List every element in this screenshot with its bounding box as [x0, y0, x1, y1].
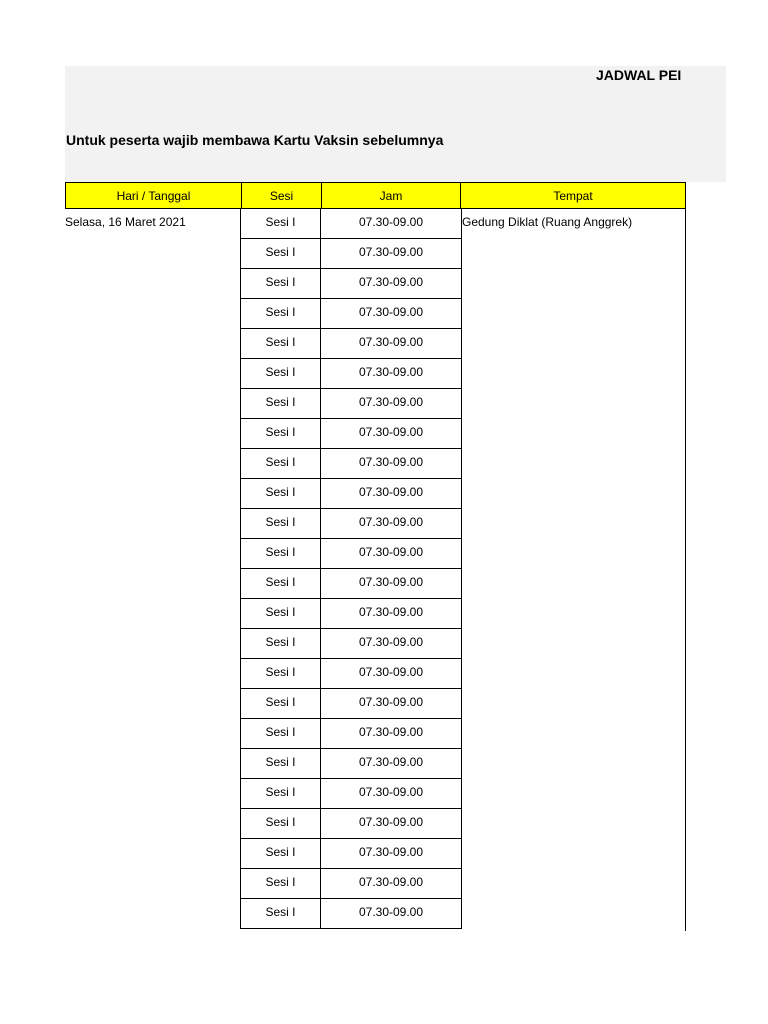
- table-row: [241, 418, 461, 448]
- schedule-rows: [240, 209, 462, 929]
- table-row: [241, 538, 461, 568]
- jam-cell: 07.30-09.00: [358, 485, 424, 499]
- table-row: [241, 328, 461, 358]
- sesi-cell: Sesi I: [241, 659, 321, 688]
- column-header-jam: Jam: [321, 182, 460, 209]
- table-row: [241, 388, 461, 418]
- sesi-cell: Sesi I: [241, 839, 321, 868]
- table-row: [241, 658, 461, 688]
- sesi-cell: Sesi I: [241, 719, 321, 748]
- jam-cell: 07.30-09.00: [358, 635, 424, 649]
- sesi-cell: Sesi I: [241, 539, 321, 568]
- sesi-cell: Sesi I: [241, 779, 321, 808]
- document-title: JADWAL PEI: [596, 67, 682, 83]
- table-row: [241, 568, 461, 598]
- jam-cell: 07.30-09.00: [358, 545, 424, 559]
- jam-cell: 07.30-09.00: [358, 365, 424, 379]
- jam-cell: 07.30-09.00: [358, 425, 424, 439]
- jam-cell: 07.30-09.00: [358, 785, 424, 799]
- jam-cell: 07.30-09.00: [358, 305, 424, 319]
- date-cell: Selasa, 16 Maret 2021: [65, 215, 186, 229]
- sesi-cell: Sesi I: [241, 809, 321, 838]
- sesi-cell: Sesi I: [241, 479, 321, 508]
- sesi-cell: Sesi I: [241, 629, 321, 658]
- table-row: [241, 898, 461, 928]
- table-row: [241, 598, 461, 628]
- sesi-cell: Sesi I: [241, 359, 321, 388]
- table-row: [241, 238, 461, 268]
- jam-cell: 07.30-09.00: [358, 695, 424, 709]
- jam-cell: 07.30-09.00: [358, 875, 424, 889]
- sesi-cell: Sesi I: [241, 689, 321, 718]
- table-row: [241, 628, 461, 658]
- document-note: Untuk peserta wajib membawa Kartu Vaksin sebelumnya: [66, 132, 444, 148]
- sesi-cell: Sesi I: [241, 329, 321, 358]
- jam-cell: 07.30-09.00: [358, 215, 424, 229]
- sesi-cell: Sesi I: [241, 749, 321, 778]
- sesi-cell: Sesi I: [241, 239, 321, 268]
- sesi-cell: Sesi I: [241, 569, 321, 598]
- jam-cell: 07.30-09.00: [358, 515, 424, 529]
- table-row: [241, 778, 461, 808]
- table-row: [241, 718, 461, 748]
- table-row: [241, 868, 461, 898]
- table-row: [241, 688, 461, 718]
- jam-cell: 07.30-09.00: [358, 575, 424, 589]
- table-row: [241, 209, 461, 238]
- sesi-cell: Sesi I: [241, 899, 321, 928]
- jam-cell: 07.30-09.00: [358, 665, 424, 679]
- column-header-tempat: Tempat: [460, 182, 686, 209]
- place-cell: Gedung Diklat (Ruang Anggrek): [462, 215, 633, 229]
- jam-cell: 07.30-09.00: [358, 725, 424, 739]
- sesi-cell: Sesi I: [241, 389, 321, 418]
- table-right-border: [685, 209, 686, 931]
- jam-cell: 07.30-09.00: [358, 275, 424, 289]
- jam-cell: 07.30-09.00: [358, 395, 424, 409]
- sesi-cell: Sesi I: [241, 449, 321, 478]
- table-row: [241, 808, 461, 838]
- table-row: [241, 748, 461, 778]
- table-row: [241, 838, 461, 868]
- table-row: [241, 298, 461, 328]
- sesi-cell: Sesi I: [241, 599, 321, 628]
- jam-cell: 07.30-09.00: [358, 335, 424, 349]
- jam-cell: 07.30-09.00: [358, 845, 424, 859]
- table-row: [241, 448, 461, 478]
- table-row: [241, 358, 461, 388]
- table-row: [241, 478, 461, 508]
- jam-cell: 07.30-09.00: [358, 755, 424, 769]
- column-header-sesi: Sesi: [241, 182, 321, 209]
- sesi-cell: Sesi I: [241, 509, 321, 538]
- jam-cell: 07.30-09.00: [358, 605, 424, 619]
- jam-cell: 07.30-09.00: [358, 815, 424, 829]
- sesi-cell: Sesi I: [241, 209, 321, 238]
- table-row: [241, 268, 461, 298]
- sesi-cell: Sesi I: [241, 269, 321, 298]
- sesi-cell: Sesi I: [241, 419, 321, 448]
- jam-cell: 07.30-09.00: [358, 455, 424, 469]
- sesi-cell: Sesi I: [241, 299, 321, 328]
- jam-cell: 07.30-09.00: [358, 245, 424, 259]
- sesi-cell: Sesi I: [241, 869, 321, 898]
- table-row: [241, 508, 461, 538]
- jam-cell: 07.30-09.00: [358, 905, 424, 919]
- column-header-hari-tanggal: Hari / Tanggal: [65, 182, 241, 209]
